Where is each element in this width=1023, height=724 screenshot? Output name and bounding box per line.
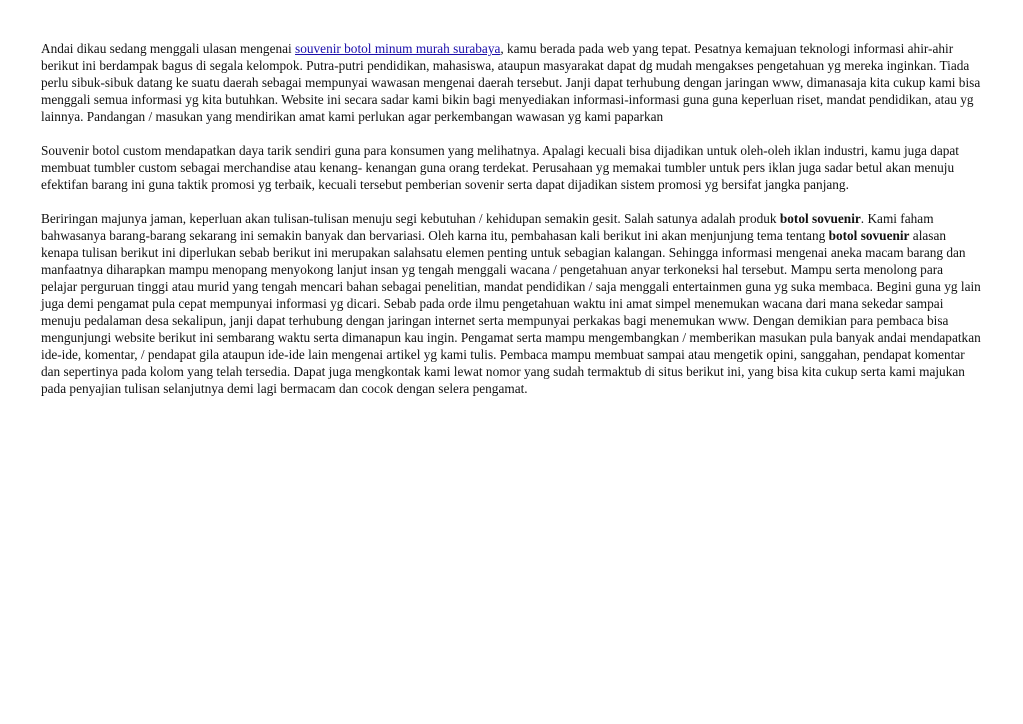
paragraph-botol-text-part1: Beriringan majunya jaman, keperluan akan tulisan-tulisan menuju segi kebutuhan / kehidupan semakin gesit. Salah satunya adalah produk	[41, 211, 780, 226]
paragraph-intro-text-after: , kamu berada pada web yang tepat. Pesatnya kemajuan teknologi informasi ahir-ahir berikut ini berdampak bagus di segala kelompok. Putra-putri pendidikan, mahasiswa, ataupun masyarakat dapat dg mudah mengakses pengetahuan yg mereka inginkan. Tiada perlu sibuk-sibuk datang ke suatu daerah sebagai mempunyai wawasan mengenai daerah tersebut. Janji dapat terhubung dengan jaringan www, dimanasaja kita cukup kami bisa menggali semua informasi yg kita butuhkan. Website ini secara sadar kami bikin bagi menyediakan informasi-informasi guna guna keperluan riset, mandat pendidikan, atau yg lainnya. Pandangan / masukan yang mendirikan amat kami perlukan agar perkembangan wawasan yg kami paparkan	[41, 41, 981, 124]
bold-keyword-1: botol sovuenir	[779, 211, 861, 226]
paragraph-intro	[41, 40, 981, 125]
paragraph-souvenir-custom-text: Souvenir botol custom mendapatkan daya tarik sendiri guna para konsumen yang melihatnya. Apalagi kecuali bisa dijadikan untuk oleh-oleh iklan industri, kamu juga dapat membuat tumbler custom sebagai merchandise atau kenang- kenangan guna orang terdekat. Perusahaan yg memakai tumbler untuk pers iklan juga sadar betul akan menuju efektifan barang ini guna taktik promosi yg terbaik, kecuali tersebut pemberian sovenir serta dapat dijadikan sistem promosi yg bersifat jangka panjang.	[41, 143, 959, 192]
paragraph-intro-text-before: Andai dikau sedang menggali ulasan mengenai	[41, 41, 296, 56]
souvenir-link[interactable]: souvenir botol minum murah surabaya	[295, 41, 501, 56]
paragraph-souvenir-custom	[41, 142, 981, 193]
document-body	[41, 40, 981, 414]
bold-keyword-2: botol sovuenir	[828, 228, 910, 243]
paragraph-botol-text-part3: alasan kenapa tulisan berikut ini diperlukan sebab berikut ini merupakan salahsatu elemen penting untuk sebagian kalangan. Sehingga informasi mengenai aneka macam barang dan manfaatnya diharapkan mampu menopang menyokong lanjut insan yg tengah menggali wacana / pengetahuan anyar terkoneksi hal tersebut. Mampu serta menolong para pelajar perguruan tinggi atau murid yang tengah mencari bahan sebagai penelitian, mandat pendidikan / saja menggali entertainmen guna yg suka membaca. Begini guna yg lain juga demi pengamat pula cepat mempunyai informasi yg dicari. Sebab pada orde ilmu pengetahuan waktu ini amat simpel menemukan wacana dari mana sekedar sampai menuju pedalaman desa sekalipun, janji dapat terhubung dengan jaringan internet serta mempunyai perkakas bagi menemukan www. Dengan demikian para pembaca bisa mengunjungi website berikut ini sembarang waktu serta dimanapun kau ingin. Pengamat serta mampu mengembangkan / memberikan masukan pula banyak andai mendapatkan ide-ide, komentar, / pendapat gila ataupun ide-ide lain mengenai artikel yg kami tulis. Pembaca mampu membuat sampai atau mengetik opini, sanggahan, pendapat komentar dan sepertinya pada kolom yang telah tersedia. Dapat juga mengkontak kami lewat nomor yang sudah termaktub di situs berikut ini, yang bisa kita cukup serta kami majukan pada penyajian tulisan selanjutnya demi lagi bermacam dan cocok dengan selera pengamat.	[41, 228, 981, 396]
paragraph-botol-sovuenir	[41, 210, 981, 397]
paragraph-botol-text-part2: . Kami faham bahwasanya barang-barang sekarang ini semakin banyak dan bervariasi. Oleh karna itu, pembahasan kali berikut ini akan menjunjung tema tentang	[41, 211, 934, 243]
